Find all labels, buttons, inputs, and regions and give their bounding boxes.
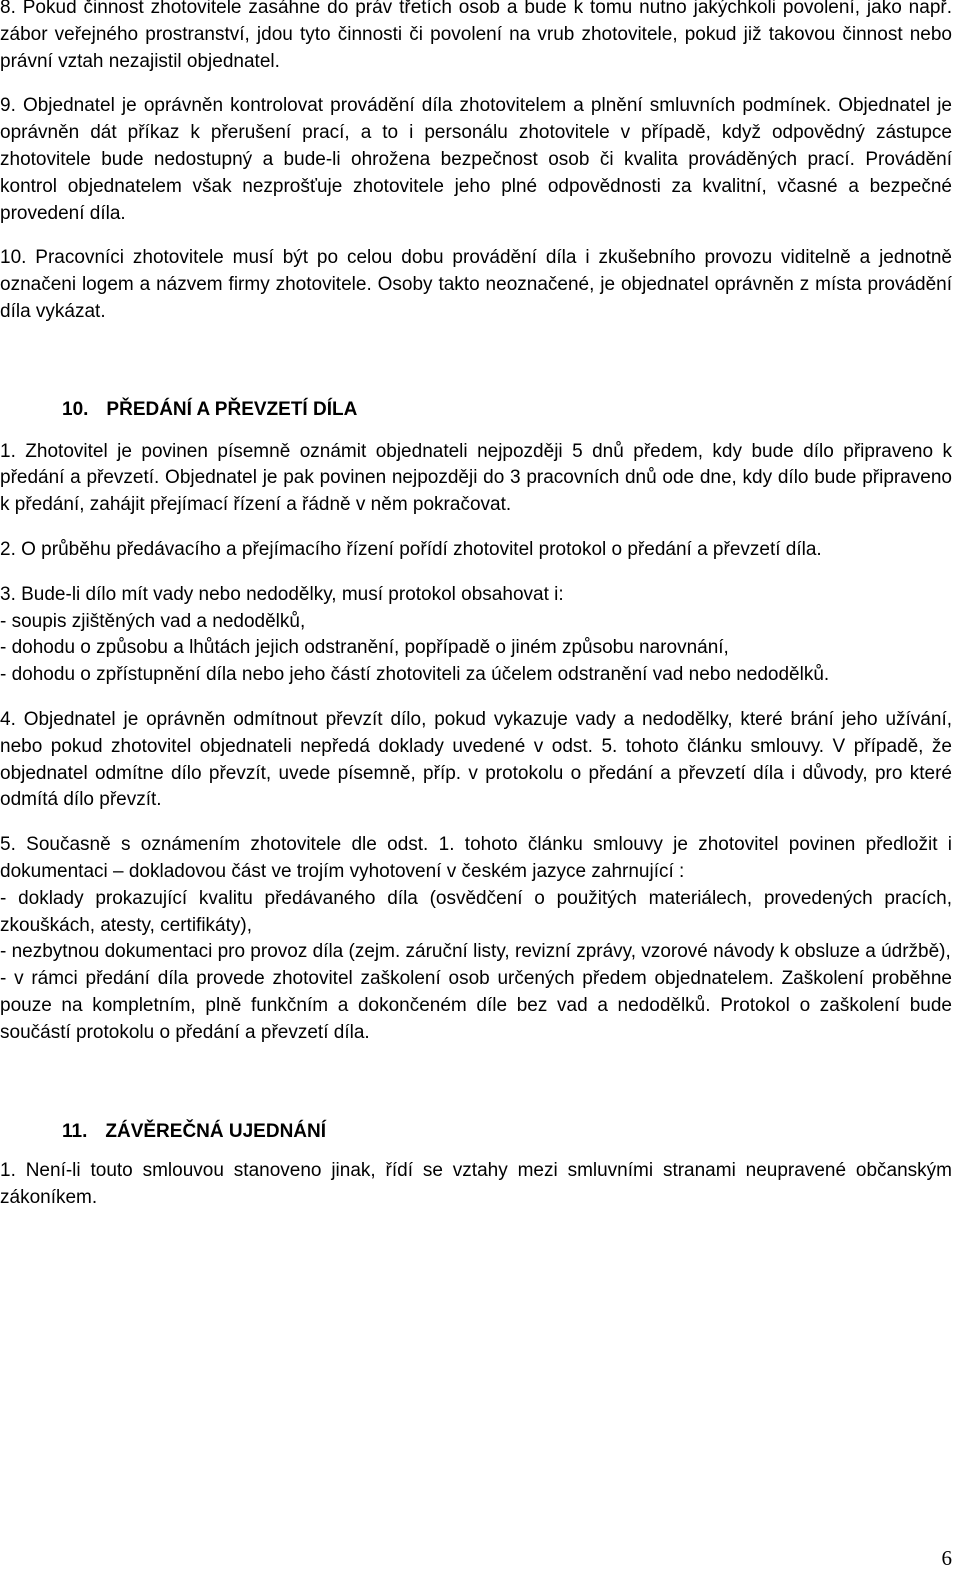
list-item: - dohodu o způsobu a lhůtách jejich odstranění, popřípadě o jiném způsobu narovnání, xyxy=(0,637,729,659)
section-title: PŘEDÁNÍ A PŘEVZETÍ DÍLA xyxy=(106,398,358,420)
list-item: - soupis zjištěných vad a nedodělků, xyxy=(0,610,306,632)
section10-paragraph-3 xyxy=(0,582,952,689)
section-number: 11. xyxy=(62,1120,88,1142)
paragraph-intro: 3. Bude-li dílo mít vady nebo nedodělky, musí protokol obsahovat i: xyxy=(0,583,564,605)
section10-paragraph-2: 2. O průběhu předávacího a přejímacího řízení pořídí zhotovitel protokol o předání a převzetí díla. xyxy=(0,538,822,560)
section10-paragraph-5 xyxy=(0,832,952,1046)
paragraph-10: 10. Pracovníci zhotovitele musí být po celou dobu provádění díla i zkušebního provozu viditelně a jednotně označeni logem a názvem firmy zhotovitele. Osoby takto neoznačené, je objednatel oprávněn z místa provádění díla vykázat. xyxy=(0,247,952,322)
section-number: 10. xyxy=(62,398,89,420)
list-item: - nezbytnou dokumentaci pro provoz díla (zejm. záruční listy, revizní zprávy, vzorové návody k obsluze a údržbě), xyxy=(0,941,951,963)
section11-paragraph-1: 1. Není-li touto smlouvou stanoveno jinak, řídí se vztahy mezi smluvními stranami neupravené občanským zákoníkem. xyxy=(0,1160,952,1209)
paragraph-8: 8. Pokud činnost zhotovitele zasáhne do práv třetích osob a bude k tomu nutno jakýchkoli povolení, jako např. zábor veřejného prostranství, jdou tyto činnosti či povolení na vrub zhotovitele, pokud již takovou činnost nebo právní vztah nezajistil objednatel. xyxy=(0,0,952,72)
paragraph-intro: 5. Současně s oznámením zhotovitele dle odst. 1. tohoto článku smlouvy je zhotovitel povinen předložit i dokumentaci – dokladovou část ve trojím vyhotovení v českém jazyce zahrnující : xyxy=(0,834,952,882)
list-item: - doklady prokazující kvalitu předávaného díla (osvědčení o použitých materiálech, provedených pracích, zkouškách, atesty, certifikáty), xyxy=(0,887,952,936)
section10-paragraph-1: 1. Zhotovitel je povinen písemně oznámit objednateli nejpozději 5 dnů předem, kdy bude dílo připraveno k předání a převzetí. Objednatel je pak povinen nejpozději do 3 pracovních dnů ode dne, kdy dílo bude připraveno k předání, zahájit přejímací řízení a řádně v něm pokračovat. xyxy=(0,440,952,516)
section-heading-11 xyxy=(0,1119,952,1146)
section-heading-10 xyxy=(0,397,952,424)
section-title: ZÁVĚREČNÁ UJEDNÁNÍ xyxy=(105,1120,327,1142)
list-item: - dohodu o zpřístupnění díla nebo jeho částí zhotoviteli za účelem odstranění vad nebo nedodělků. xyxy=(0,664,830,686)
list-item: - v rámci předání díla provede zhotovitel zaškolení osob určených předem objednatelem. Zaškolení proběhne pouze na kompletním, plně funkčním a dokončeném díle bez vad a nedodělků. Protokol o zaškolení bude součástí protokolu o předání a převzetí díla. xyxy=(0,968,952,1043)
page-number: 6 xyxy=(941,1546,952,1570)
paragraph-9: 9. Objednatel je oprávněn kontrolovat provádění díla zhotovitelem a plnění smluvních podmínek. Objednatel je oprávněn dát příkaz k přerušení prací, a to i personálu zhotovitele v případě, když odpovědný zástupce zhotovitele bude nedostupný a bude-li ohrožena bezpečnost osob či kvalita prováděných prací. Provádění kontrol objednatelem však nezprošťuje zhotovitele jeho plné odpovědnosti za kvalitní, včasné a bezpečné provedení díla. xyxy=(0,95,952,224)
section10-paragraph-4: 4. Objednatel je oprávněn odmítnout převzít dílo, pokud vykazuje vady a nedodělky, které brání jeho užívání, nebo pokud zhotovitel objednateli nepředá doklady uvedené v odst. 5. tohoto článku smlouvy. V případě, že objednatel odmítne dílo převzít, uvede písemně, příp. v protokolu o předání a převzetí díla i důvody, pro které odmítá dílo převzít. xyxy=(0,708,952,811)
